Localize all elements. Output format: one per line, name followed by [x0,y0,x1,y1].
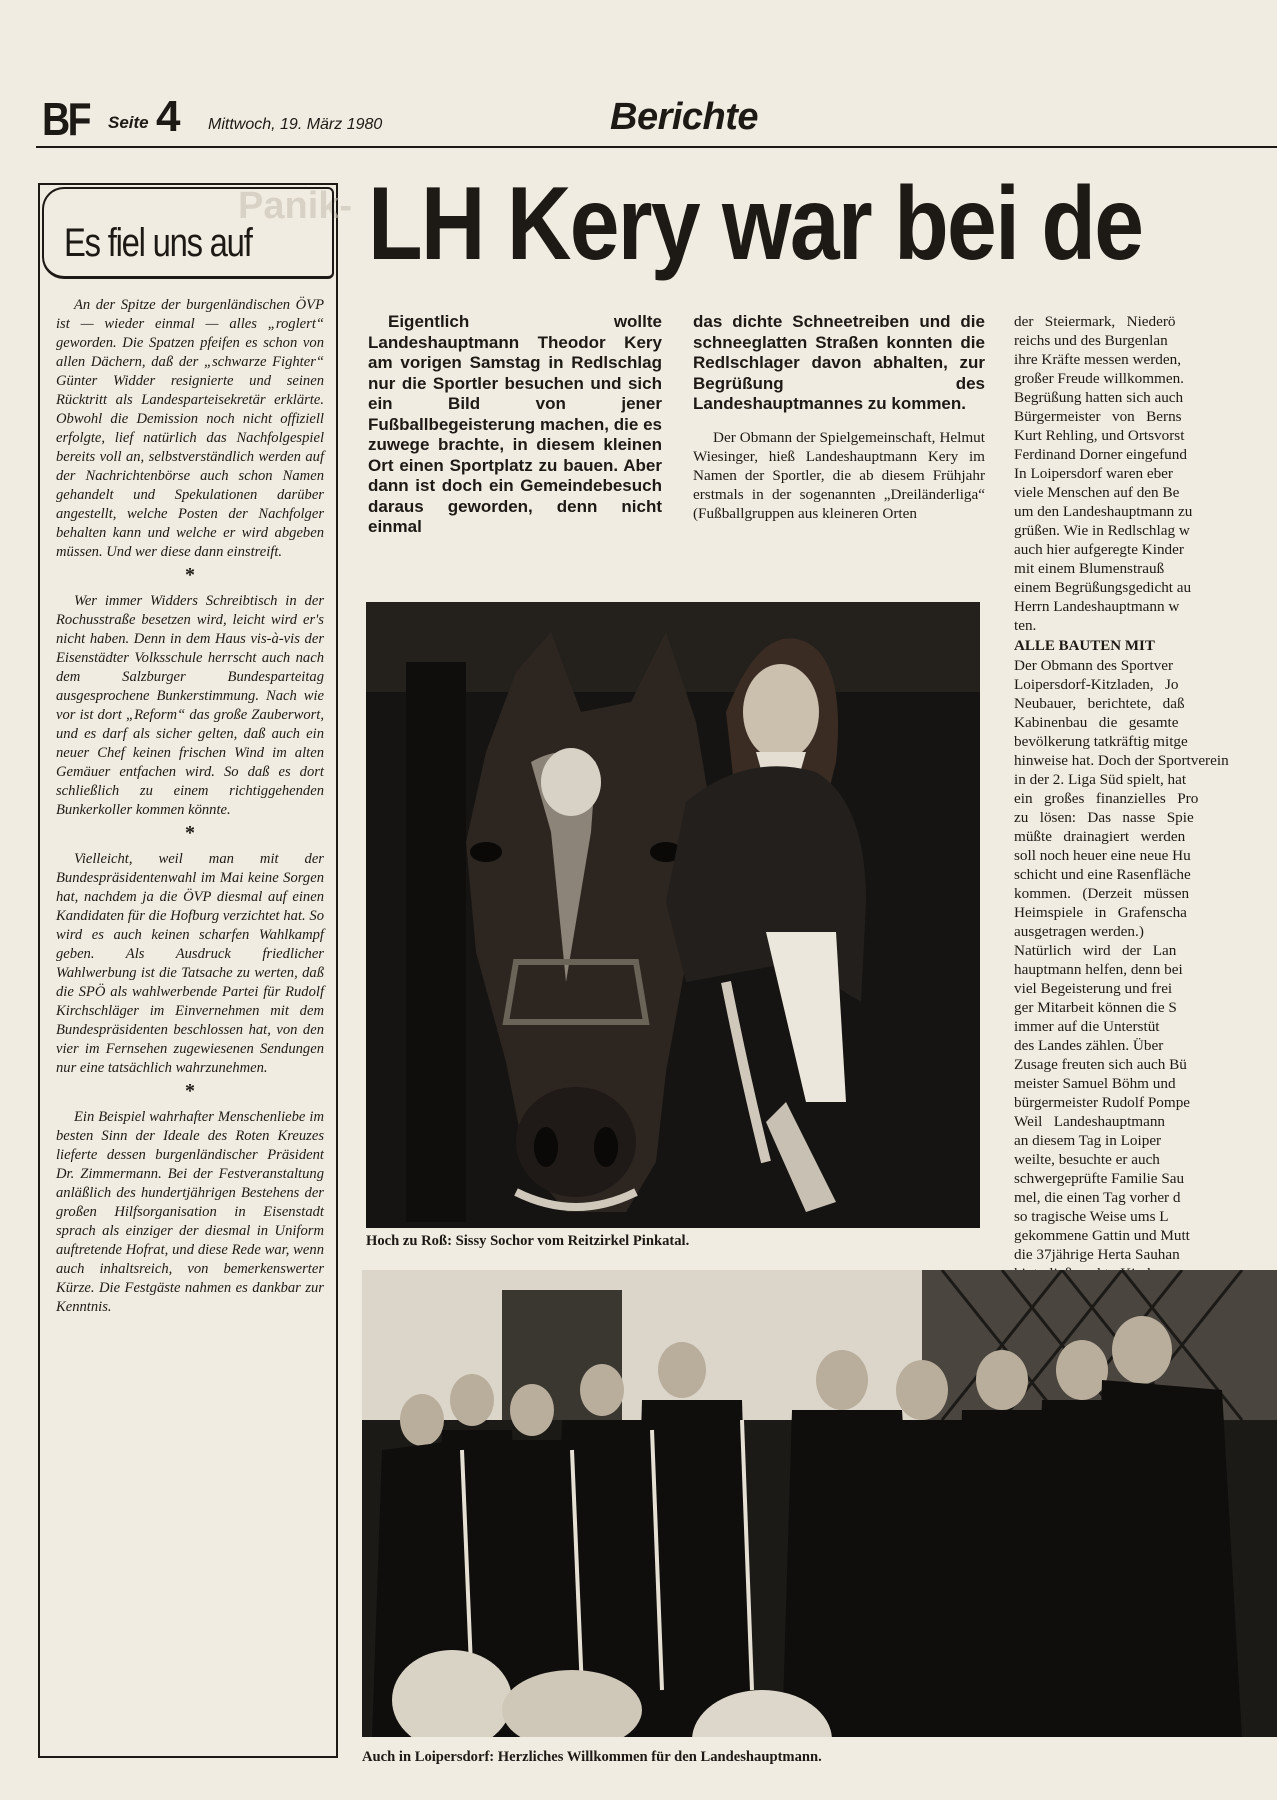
article-lead-col-2 [693,312,985,415]
column-3-line: der Steiermark, Niederö [1014,313,1176,330]
column-3-line: des Landes zählen. Über [1014,1037,1164,1054]
separator-star: * [185,564,195,586]
article-headline: LH Kery war bei de [368,166,1143,282]
column-3-line: Ferdinand Dorner eingefund [1014,446,1187,463]
column-3-line: meister Samuel Böhm und [1014,1075,1176,1092]
section-title: Berichte [610,96,759,138]
seite-label: Seite [108,113,149,132]
sidebar-header [42,185,353,283]
column-3-line: Weil Landeshauptmann [1014,1113,1166,1130]
column-3-line: um den Landeshauptmann zu [1014,503,1193,520]
separator-star: * [185,1080,195,1102]
column-3-line: soll noch heuer eine neue Hu [1014,847,1191,864]
photo-horse-rider-image [366,602,980,1228]
lead-paragraph-2: das dichte Schneetreiben und die schneeglatten Straßen konnten die Redlschlager davon abhalten, zur Begrüßung des Landeshauptmannes zu kommen. [693,312,985,413]
sidebar-text [56,296,324,1317]
column-3-line: mel, die einen Tag vorher d [1014,1189,1181,1206]
column-3-line: einem Begrüßungsgedicht au [1014,579,1192,596]
sidebar-ghost-text: Panik- [238,185,353,227]
column-3-line: ger Mitarbeit können die S [1014,999,1177,1016]
column-3-line: in der 2. Liga Süd spielt, hat [1014,771,1187,788]
photo-2-caption: Auch in Loipersdorf: Herzliches Willkommen für den Landeshauptmann. [362,1749,822,1765]
column-3-line: ihre Kräfte messen werden, [1014,351,1181,368]
column-3-line: bevölkerung tatkräftig mitge [1014,733,1188,750]
column-3-line: Der Obmann des Sportver [1014,657,1174,674]
column-3-line: immer auf die Unterstüt [1014,1018,1160,1035]
column-3-line: weilte, besuchte er auch [1014,1151,1160,1168]
column-3-line: Bürgermeister von Berns [1014,408,1182,425]
column-3-line: viel Begeisterung und frei [1014,980,1173,997]
column-3-line: schwergeprüfte Familie Sau [1014,1170,1185,1187]
column-3-line: ten. [1014,617,1037,634]
column-3-line: hinweise hat. Doch der Sportverein [1014,752,1229,769]
body-paragraph-1: Der Obmann der Spielgemeinschaft, Helmut Wiesinger, hieß Landeshauptmann Kery im Namen der Sportler, die ab diesem Frühjahr erstmals in der sogenannten „Dreiländerliga“ (Fußballgruppen aus kleineren Orten [693,429,985,522]
column-3-line: die 37jährige Herta Sauhan [1014,1246,1180,1263]
sidebar-heading: Es fiel uns auf [64,221,252,265]
column-3-line: bürgermeister Rudolf Pompe [1014,1094,1191,1111]
column-3-line: ein großes finanzielles Pro [1014,790,1199,807]
sidebar-paragraph-3: Vielleicht, weil man mit der Bundespräsidentenwahl im Mai keine Sorgen hat, nachdem ja die ÖVP diesmal auf einen Kandidaten für die Hofburg verzichtet hat. So wird es auch keinen scharfen Wahlkampf geben. Als Ausdruck friedlicher Wahlwerbung ist die Tatsache zu werten, daß die SPÖ als wahlwerbende Partei für Rudolf Kirchschläger im Einvernehmen mit dem Bundespräsidenten beschlossen hat, von den vier im Fernsehen zugewiesenen Sendungen nur eine tatsächlich wahrzunehmen. [56,851,324,1076]
column-3-line: Kurt Rehling, und Ortsvorst [1014,427,1185,444]
article-subheading: ALLE BAUTEN MIT [1014,638,1155,654]
article-body-col-2 [693,428,985,523]
sidebar-paragraph-4: Ein Beispiel wahrhafter Menschenliebe im besten Sinn der Ideale des Roten Kreuzes lieferte dessen burgenländischer Präsident Dr. Zimmermann. Bei der Festveranstaltung anläßlich des hundertjährigen Bestehens der großen Hilfsorganisation in Eisenstadt sprach als einziger der diesmal in Uniform auftretende Hofrat, und diese Rede war, wenn auch inhaltsreich, von bemerkenswerter Kürze. Die Festgäste nahmen es dankbar zur Kenntnis. [56,1109,324,1315]
article-lead-col-1 [368,312,662,538]
column-3-line: mit einem Blumenstrauß [1014,560,1165,577]
column-3-line: viele Menschen auf den Be [1014,484,1180,501]
header-rule [36,146,1277,148]
column-3-line: Begrüßung hatten sich auch [1014,389,1184,406]
issue-date: Mittwoch, 19. März 1980 [208,116,383,133]
article-body-col-3 [1014,312,1277,1283]
column-3-line: müßte drainagiert werden [1014,828,1186,845]
column-3-line: schicht und eine Rasenfläche [1014,866,1191,883]
column-3-line: Zusage freuten sich auch Bü [1014,1056,1187,1073]
column-3-line: Herrn Landeshauptmann w [1014,598,1180,615]
column-3-line: großer Freude willkommen. [1014,370,1184,387]
column-3-line: grüßen. Wie in Redlschlag w [1014,522,1190,539]
sidebar-paragraph-1: An der Spitze der burgenländischen ÖVP ist — wieder einmal — alles „roglert“ geworden. Die Spatzen pfeifen es schon von allen Dächern, daß der „schwarze Fighter“ Günter Widder resignierte und seinen Rücktritt als Landesparteisekretär erklärte. Obwohl die Demission noch nicht offiziell erfolgte, lief natürlich das Nachfolgespiel bereits voll an, selbstverständlich werden auf der Nachrichtenbörse auch schon Namen gehandelt und Spekulationen darüber angestellt, welche Posten der Nachfolger behalten kann und welche er wird abgeben müssen. Und wer diese dann einstreift. [56,297,324,560]
column-3-line: so tragische Weise ums L [1014,1208,1169,1225]
photo-crowd [362,1270,1277,1737]
column-3-line: ausgetragen werden.) [1014,923,1144,940]
photo-horse-rider [366,602,980,1228]
photo-1-caption: Hoch zu Roß: Sissy Sochor vom Reitzirkel Pinkatal. [366,1233,690,1249]
sidebar-paragraph-2: Wer immer Widders Schreibtisch in der Rochusstraße besetzen wird, leicht wird er's nicht haben. Denn in dem Haus vis-à-vis der Eisenstädter Volksschule herrscht auch nach dem Salzburger Bundesparteitag ausgesprochene Bunkerstimmung. Nach wie vor ist dort „Reform“ das große Zauberwort, und es darf als sicher gelten, daß auch ein neuer Chef keinen frischen Wind im alten Gemäuer entfachen wird. So daß es dort schließlich zu einem richtiggehenden Bunkerkoller kommen könnte. [56,593,324,818]
column-3-line: Natürlich wird der Lan [1014,942,1177,959]
photo-crowd-image [362,1270,1277,1737]
column-3-line: zu lösen: Das nasse Spie [1014,809,1194,826]
column-3-line: hauptmann helfen, denn bei [1014,961,1183,978]
column-3-line: Loipersdorf-Kitzladen, Jo [1014,676,1179,693]
column-3-line: In Loipersdorf waren eber [1014,465,1173,482]
column-3-line: Kabinenbau die gesamte [1014,714,1179,731]
column-3-line: Heimspiele in Grafenscha [1014,904,1187,921]
column-3-line: Neubauer, berichtete, daß [1014,695,1185,712]
column-3-line: auch hier aufgeregte Kinder [1014,541,1184,558]
column-3-line: reichs und des Burgenlan [1014,332,1168,349]
lead-paragraph-1: Eigentlich wollte Landeshauptmann Theodor Kery am vorigen Samstag in Redlschlag nur die Sportler besuchen und sich ein Bild von jener Fußballbegeisterung machen, die es zuwege brachte, in diesem kleinen Ort einen Sportplatz zu bauen. Aber dann ist doch ein Gemeindebesuch daraus geworden, denn nicht einmal [368,312,662,536]
column-3-line: gekommene Gattin und Mutt [1014,1227,1190,1244]
separator-star: * [185,822,195,844]
page-number: 4 [156,92,181,141]
column-3-line: kommen. (Derzeit müssen [1014,885,1190,902]
masthead-logo: BF [42,93,90,145]
column-3-line: an diesem Tag in Loiper [1014,1132,1162,1149]
